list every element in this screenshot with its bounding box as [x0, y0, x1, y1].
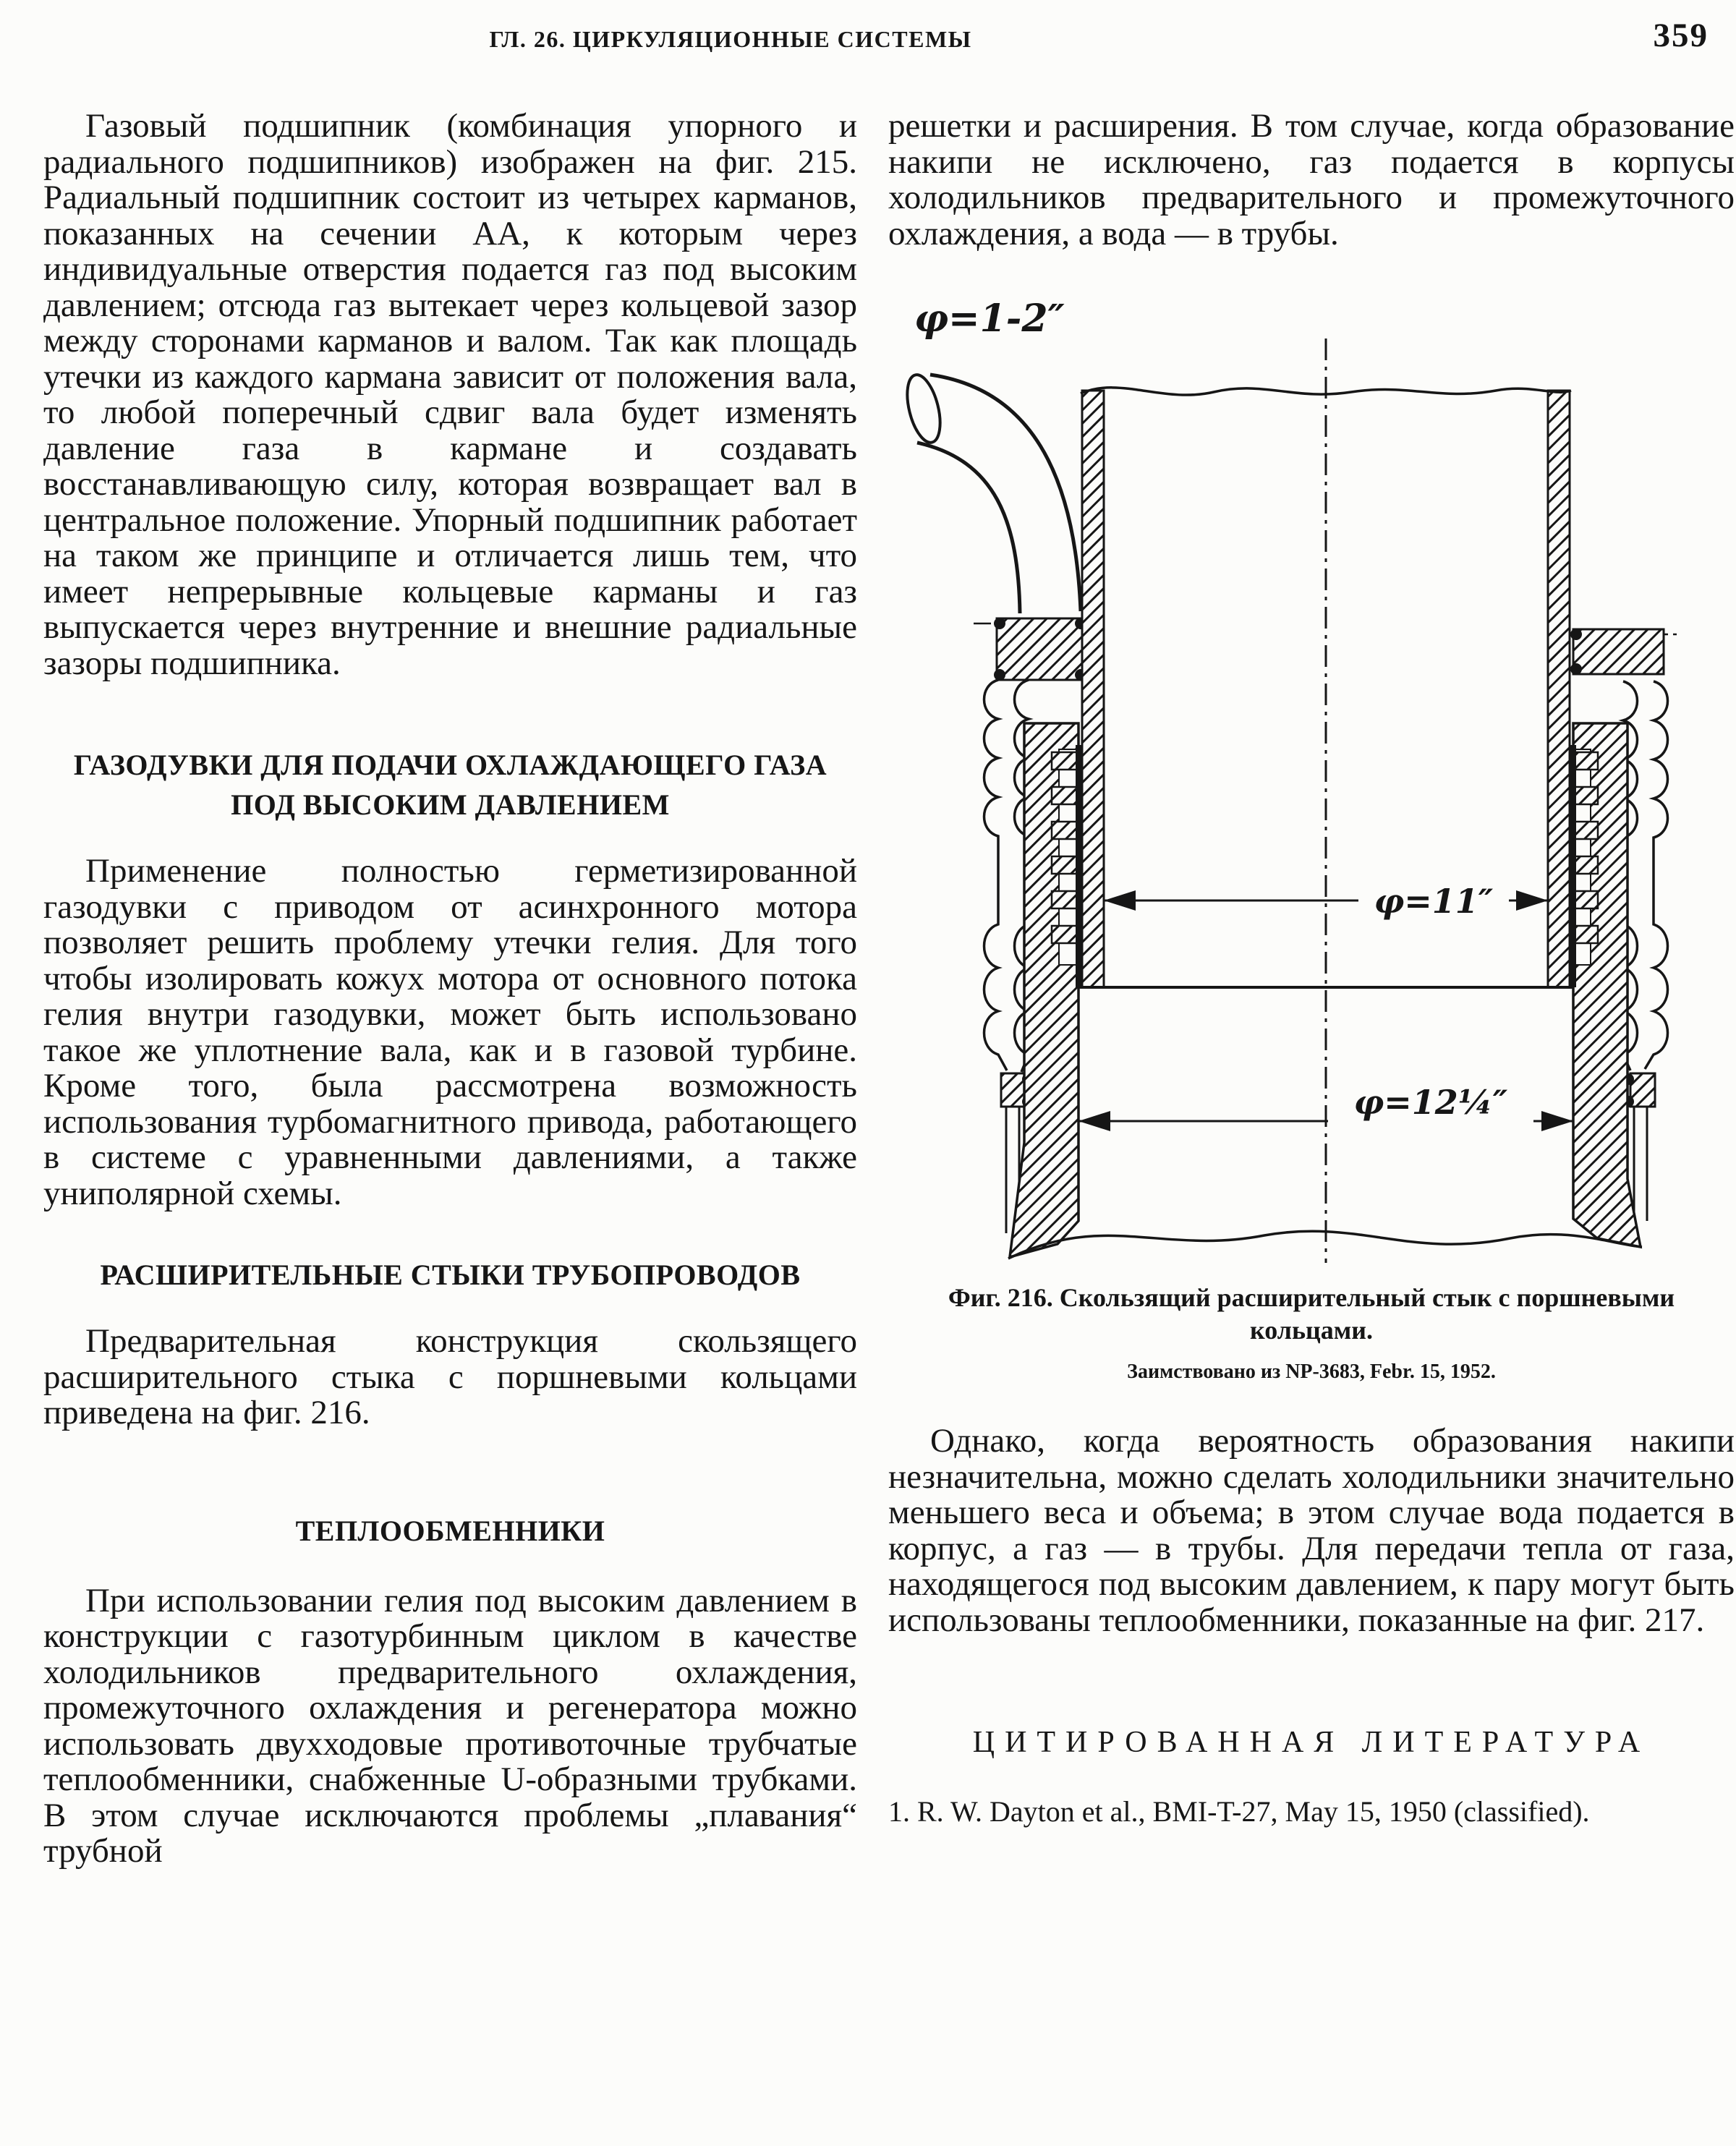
- running-head: ГЛ. 26. ЦИРКУЛЯЦИОННЫЕ СИСТЕМЫ: [489, 26, 972, 52]
- inlet-pipe-size-label: φ=1-2″: [914, 297, 1065, 341]
- bibliography-heading: ЦИТИРОВАННАЯ ЛИТЕРАТУРА: [972, 1726, 1651, 1759]
- page-number: 359: [1653, 17, 1709, 54]
- paragraph-heat-exchangers: При использовании гелия под высоким давлением в конструкции с газотурбинным циклом в качестве холодильников предварительного охлаждения, промежуточного охлаждения и регенератора можно использовать двухходовые противоточные трубчатые теплообменники, снабженные U-образными трубками. В этом случае исключаются проблемы „плавания“ трубной: [43, 1581, 857, 1870]
- inlet-pipe-opening: [901, 372, 946, 446]
- figure-drawing-sliding-expansion-joint: [888, 282, 1735, 1266]
- inner-pipe-wall-right: [1548, 391, 1570, 987]
- left-collar: [974, 618, 1097, 681]
- left-bellows: [984, 680, 1029, 1072]
- inner-pipe-wall-left: [1082, 391, 1104, 987]
- inlet-pipe: [901, 372, 1081, 613]
- right-bellows: [1623, 681, 1668, 1070]
- inner-pipe-sliding-face-right: [1570, 745, 1576, 987]
- section-heading-expansion-joints: РАСШИРИТЕЛЬНЫЕ СТЫКИ ТРУБОПРОВОДОВ: [100, 1259, 801, 1291]
- paragraph-gas-bearing: Газовый подшипник (комбинация упорного и радиального подшипников) изображен на фиг. 215. Радиальный подшипник состоит из четырех карманов, показанных на сечении АА, к которым через индивидуальные отверстия подается газ под высоким давлением; отсюда газ вытекает через кольцевой зазор между сторонами карманов и валом. Так как площадь утечки из каждого кармана зависит от положения вала, то любой поперечный сдвиг вала будет изменять давление газа в кармане и создавать восстанавливающую силу, которая возвращает вал в центральное положение. Упорный подшипник работает на таком же принципе и отличается лишь тем, что имеет непрерывные кольцевые карманы и газ выпускается через внутренние и внешние радиальные зазоры подшипника.: [43, 107, 857, 682]
- figure-credit: Заимствовано из NP-3683, Febr. 15, 1952.: [1127, 1361, 1496, 1383]
- paragraph-blowers: Применение полностью герметизированной газодувки с приводом от асинхронного мотора позволяет решить проблему утечки гелия. Для того чтобы изолировать кожух мотора от основного потока гелия внутри газодувки, может быть использовано такое же уплотнение вала, как и в газовой турбине. Кроме того, была рассмотрена возможность использования турбомагнитного привода, работающего в системе с уравненными давлениями, а также униполярной схемы.: [43, 852, 857, 1212]
- right-column: [888, 108, 1735, 1858]
- section-heading-blowers: ГАЗОДУВКИ ДЛЯ ПОДАЧИ ОХЛАЖДАЮЩЕГО ГАЗА ПОД ВЫСОКИМ ДАВЛЕНИЕМ: [73, 749, 827, 821]
- dimension-outer-label: φ=12¼″: [1353, 1083, 1508, 1122]
- right-flange: [1557, 629, 1677, 675]
- section-heading-heat-exchangers: ТЕПЛООБМЕННИКИ: [295, 1514, 605, 1547]
- figure-216: [888, 282, 1735, 1384]
- left-column: [43, 108, 857, 1870]
- paragraph-continuation: решетки и расширения. В том случае, когда образование накипи не исключено, газ подается в корпусы холодильников предварительного и промежуточного охлаждения, а вода — в трубы.: [888, 107, 1735, 252]
- paragraph-expansion-joints: Предварительная конструкция скользящего расширительного стыка с поршневыми кольцами приведена на фиг. 216.: [43, 1322, 857, 1431]
- paragraph-scale: Однако, когда вероятность образования накипи незначительна, можно сделать холодильники значительно меньшего веса и объема; в этом случае вода подается в корпус, а газ — в трубы. Для передачи тепла от газа, находящегося под высоким давлением, к пару могут быть использованы теплообменники, показанные на фиг. 217.: [888, 1422, 1735, 1639]
- bibliography-item: 1. R. W. Dayton et al., BMI-T-27, May 15, 1950 (classified).: [888, 1794, 1590, 1828]
- figure-caption: Фиг. 216. Скользящий расширительный стык с поршневыми кольцами.: [948, 1283, 1675, 1345]
- dimension-inner-label: φ=11″: [1374, 882, 1494, 921]
- inner-pipe-sliding-face-left: [1076, 745, 1082, 987]
